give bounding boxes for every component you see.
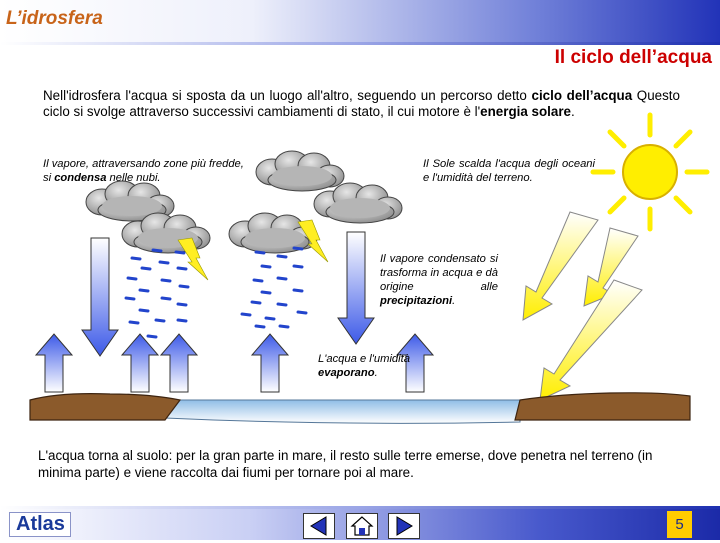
sea: [165, 400, 520, 423]
arrow-up-icon: [161, 334, 197, 392]
note-precipitation-part: Il vapore condensato si trasforma in acqua e dà origine alle: [380, 253, 498, 293]
intro-term-cycle: ciclo dell’acqua: [531, 88, 633, 103]
note-evaporation-part: L'acqua e l'umidità: [318, 353, 410, 365]
note-sun: Il Sole scalda l'acqua degli oceani e l'umidità del terreno.: [423, 158, 595, 184]
note-evaporation: [318, 352, 422, 380]
sun-icon: [593, 115, 707, 229]
prev-button[interactable]: [303, 513, 335, 539]
next-button[interactable]: [388, 513, 420, 539]
arrow-up-icon: [122, 334, 158, 392]
arrow-up-icon: [36, 334, 72, 392]
home-icon: [347, 514, 377, 538]
intro-term-energy: energia solare: [480, 104, 571, 119]
ground-right: [515, 393, 690, 420]
page-number: 5: [667, 511, 692, 538]
arrow-up-icon: [252, 334, 288, 392]
note-evaporation-term: evaporano: [318, 367, 375, 379]
note-evaporation-end: .: [374, 367, 378, 379]
rain-icon: [126, 248, 306, 337]
cloud-icon: [229, 213, 317, 253]
atlas-logo: Atlas: [9, 512, 71, 537]
next-icon: [389, 514, 419, 538]
intro-part-1: Nell'idrosfera l'acqua si sposta da un luogo all'altro, seguendo un percorso detto: [43, 88, 532, 103]
outro-text: L'acqua torna al suolo: per la gran parte in mare, il resto sulle terre emerse, dove penetra nel terreno (in minima parte) e viene raccolta dai fiumi per tornare poi al mare.: [38, 448, 653, 480]
cloud-icon: [256, 151, 344, 191]
section-title: L’idrosfera: [6, 8, 103, 29]
intro-end: .: [570, 104, 575, 119]
note-condensation-end: nelle nubi.: [106, 172, 161, 184]
note-precipitation: [380, 252, 498, 308]
sun-rays: [523, 212, 642, 400]
ground-left: [30, 394, 180, 420]
note-condensation-part: Il vapore, attraversando zone più fredde, si: [43, 158, 244, 184]
prev-icon: [304, 514, 334, 538]
note-condensation-term: condensa: [54, 172, 107, 184]
note-precipitation-term: precipitazioni: [380, 295, 453, 307]
note-precipitation-end: .: [452, 295, 456, 307]
arrow-down-icon: [82, 238, 118, 356]
cloud-icon: [314, 183, 402, 223]
home-button[interactable]: [346, 513, 378, 539]
intro-part-2: Questo ciclo si svolge attraverso successivi cambiamenti di stato, il cui motore è l': [43, 88, 680, 119]
arrow-down-icon: [338, 232, 374, 344]
note-condensation: [43, 157, 248, 185]
slide-title: Il ciclo dell’acqua: [554, 47, 712, 68]
